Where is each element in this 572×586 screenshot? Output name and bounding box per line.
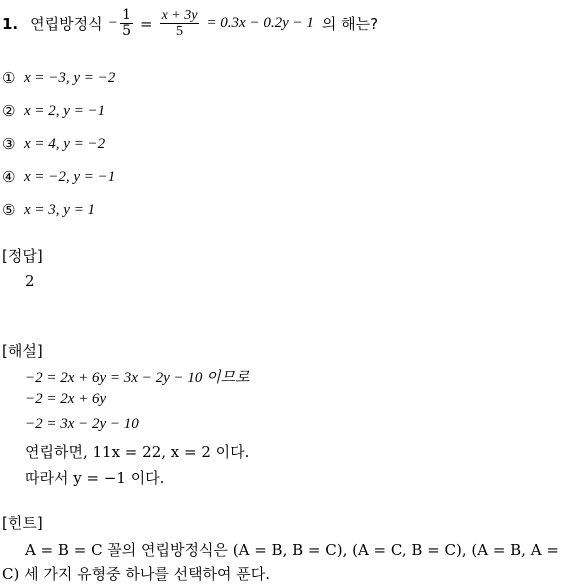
explanation-label: [해설] — [2, 342, 43, 360]
explanation-line: 따라서 y = −1 이다. — [25, 469, 165, 487]
explanation-line: −2 = 2x + 6y — [25, 391, 107, 407]
option-text: x = 2, y = −1 — [24, 102, 106, 119]
question-equals: = — [139, 14, 153, 33]
option-text: x = −2, y = −1 — [24, 168, 116, 185]
option-marker: ② — [2, 102, 16, 120]
fraction-numerator: x + 3y — [161, 8, 198, 23]
option-marker: ③ — [2, 135, 16, 153]
hint-label: [힌트] — [2, 514, 43, 532]
answer-value: 2 — [25, 272, 35, 290]
explanation-line: 연립하면, 11x = 22, x = 2 이다. — [25, 443, 250, 461]
question-equation-rest: = 0.3x − 0.2y − 1 — [206, 15, 314, 31]
fraction-denominator: 5 — [122, 23, 131, 39]
fraction-numerator: 1 — [122, 7, 131, 23]
question-minus: − — [108, 15, 118, 31]
explanation-line: −2 = 2x + 6y = 3x − 2y − 10 이므로 — [25, 370, 250, 386]
option-2[interactable] — [2, 102, 105, 120]
hint-text: A = B = C 꼴의 연립방정식은 (A = B, B = C), (A = C, B = C), (A = B, A = C) 세 가지 유형중 하나를 선택하여 푼다. — [2, 541, 559, 583]
fraction-x-plus-3y — [160, 8, 200, 39]
question-number: 1. — [2, 14, 19, 33]
question-prefix: 연립방정식 — [30, 15, 103, 33]
question-suffix: 의 해는? — [321, 15, 379, 33]
answer-label: [정답] — [2, 247, 43, 265]
question-line — [2, 8, 384, 39]
fraction-one-fifth — [120, 8, 133, 39]
option-text: x = −3, y = −2 — [24, 69, 116, 86]
option-3[interactable] — [2, 135, 105, 153]
option-5[interactable] — [2, 201, 95, 219]
explanation-line: −2 = 3x − 2y − 10 — [25, 416, 139, 432]
option-marker: ① — [2, 69, 16, 87]
option-marker: ⑤ — [2, 201, 16, 219]
option-text: x = 4, y = −2 — [24, 135, 106, 152]
option-1[interactable] — [2, 69, 115, 87]
fraction-denominator: 5 — [176, 24, 183, 39]
option-4[interactable] — [2, 168, 115, 186]
option-marker: ④ — [2, 168, 16, 186]
option-text: x = 3, y = 1 — [24, 201, 96, 218]
